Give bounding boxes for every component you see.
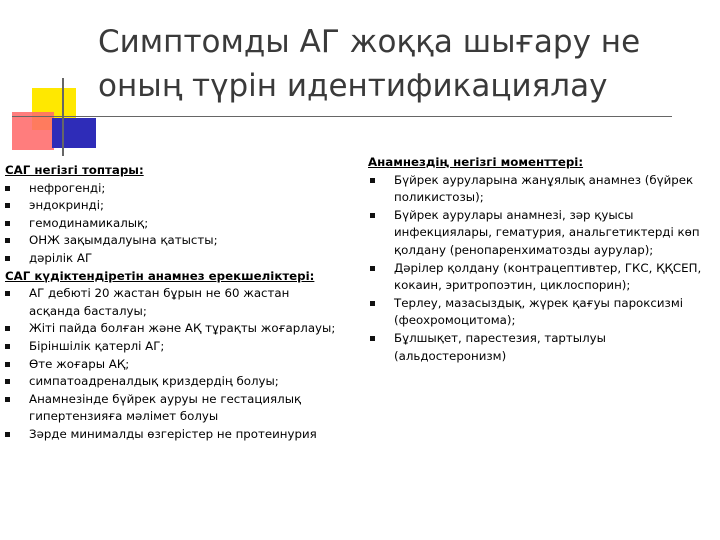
groups-heading: САГ негізгі топтары: [5, 163, 144, 177]
square-bullet-icon [370, 336, 375, 341]
square-bullet-icon [5, 186, 10, 191]
list-item: АГ дебюті 20 жастан бұрын не 60 жастан асқанда басталуы; [5, 285, 355, 320]
list-item: Біріншілік қатерлі АГ; [5, 338, 355, 356]
square-bullet-icon [5, 256, 10, 261]
square-bullet-icon [370, 266, 375, 271]
square-bullet-icon [5, 238, 10, 243]
square-bullet-icon [370, 213, 375, 218]
list-item: Дәрілер қолдану (контрацептивтер, ГКС, ҚҚСЕП, кокаин, эритропоэтин, циклоспорин); [368, 260, 718, 295]
list-item: нефрогенді; [5, 180, 355, 198]
list-item: дәрілік АГ [5, 250, 355, 268]
decor-vertical-line [62, 78, 64, 156]
list-item: Бүйрек ауруларына жанұялық анамнез (бүйрек поликистозы); [368, 172, 718, 207]
features-heading: САГ күдіктендіретін анамнез ерекшеліктері: [5, 268, 315, 283]
square-bullet-icon [5, 397, 10, 402]
square-bullet-icon [370, 301, 375, 306]
title-line-1: Симптомды АГ жоққа шығару не [98, 24, 641, 60]
list-item: Жіті пайда болған және АҚ тұрақты жоғарлауы; [5, 320, 355, 338]
title-line-2: оның түрін идентификациялау [98, 68, 608, 104]
square-bullet-icon [5, 291, 10, 296]
decor-red-square [12, 112, 54, 150]
list-item: Бүйрек аурулары анамнезі, зәр қуысы инфекциялары, гематурия, анальгетиктерді көп қолдану (ренопаренхиматозды аурулар); [368, 207, 718, 260]
list-item: гемодинамикалық; [5, 215, 355, 233]
features-list [5, 285, 355, 443]
square-bullet-icon [5, 326, 10, 331]
square-bullet-icon [5, 221, 10, 226]
list-item: эндокринді; [5, 197, 355, 215]
left-column [5, 162, 355, 444]
slide-title [98, 20, 698, 108]
anamnesis-heading: Анамнездің негізгі моменттері: [368, 155, 584, 169]
list-item: ОНЖ зақымдалуына қатысты; [5, 232, 355, 250]
list-item: Терлеу, мазасыздық, жүрек қағуы пароксизмі (феохромоцитома); [368, 295, 718, 330]
decor-horizontal-line [12, 116, 672, 117]
list-item: симпатоадреналдық криздердің болуы; [5, 373, 355, 391]
groups-list [5, 180, 355, 268]
list-item: Өте жоғары АҚ; [5, 356, 355, 374]
square-bullet-icon [5, 379, 10, 384]
list-item: Анамнезінде бүйрек ауруы не гестациялық гипертензияға мәлімет болуы [5, 391, 355, 426]
decor-blue-square [52, 118, 96, 148]
square-bullet-icon [5, 344, 10, 349]
square-bullet-icon [5, 432, 10, 437]
anamnesis-list [368, 172, 718, 366]
square-bullet-icon [5, 362, 10, 367]
square-bullet-icon [5, 203, 10, 208]
square-bullet-icon [370, 178, 375, 183]
list-item: Зәрде минималды өзгерістер не протеинурия [5, 426, 355, 444]
list-item: Бұлшықет, парестезия, тартылуы (альдостеронизм) [368, 330, 718, 365]
right-column [368, 154, 718, 365]
